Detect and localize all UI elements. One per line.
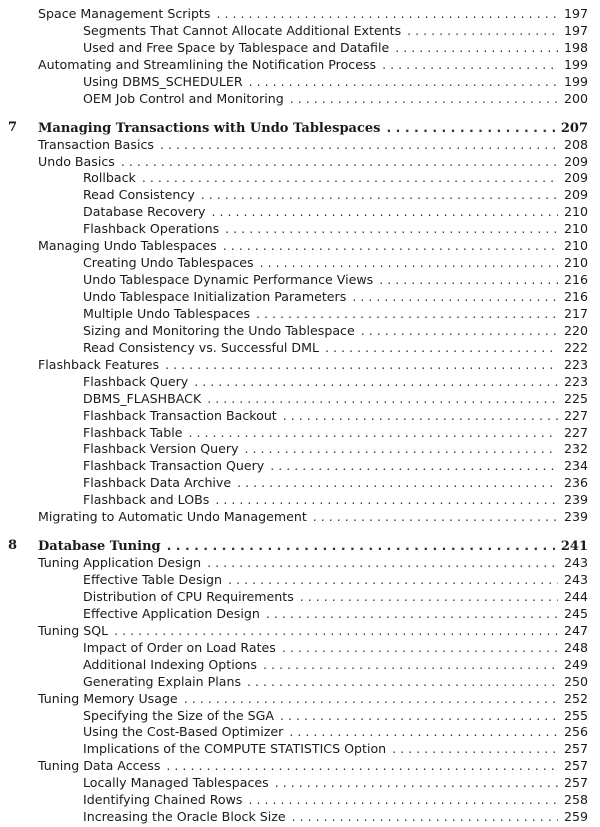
toc-section-row — [0, 154, 600, 171]
toc-entry-title: Implications of the COMPUTE STATISTICS Option — [83, 741, 387, 757]
toc-entry-title: Flashback Version Query — [83, 441, 239, 457]
toc-page-number: 223 — [563, 373, 588, 389]
toc-entry-title: Flashback Transaction Backout — [83, 407, 277, 423]
toc-entry-title: Impact of Order on Load Rates — [83, 639, 276, 655]
toc-subsection-row — [0, 170, 600, 187]
dot-leader — [395, 40, 558, 57]
toc-page-number: 222 — [563, 339, 588, 355]
toc-entry-title: Database Recovery — [83, 204, 206, 220]
toc-entry-title: Effective Application Design — [83, 605, 260, 621]
toc-subsection-row — [0, 40, 600, 57]
toc-chapter-row — [0, 120, 600, 137]
dot-leader — [407, 23, 558, 40]
toc-section-row — [0, 758, 600, 775]
toc-subsection-row — [0, 74, 600, 91]
toc-entry-title: Read Consistency — [83, 187, 195, 203]
toc-entry-title: DBMS_FLASHBACK — [83, 390, 202, 406]
toc-page-number: 210 — [563, 255, 588, 271]
dot-leader — [207, 555, 558, 572]
toc-page-number: 232 — [563, 441, 588, 457]
toc-page-number: 247 — [563, 622, 588, 638]
dot-leader — [260, 255, 558, 272]
toc-entry-title: Creating Undo Tablespaces — [83, 255, 254, 271]
toc-page-number: 209 — [563, 187, 588, 203]
dot-leader — [201, 187, 558, 204]
toc-subsection-row — [0, 340, 600, 357]
toc-entry-title: Managing Transactions with Undo Tablespaces — [38, 120, 381, 136]
toc-entry-title: Distribution of CPU Requirements — [83, 588, 294, 604]
toc-subsection-row — [0, 792, 600, 809]
toc-page-number: 250 — [563, 673, 588, 689]
toc-section-row — [0, 137, 600, 154]
toc-page-number: 217 — [563, 305, 588, 321]
dot-leader — [225, 221, 558, 238]
toc-entry-title: Locally Managed Tablespaces — [83, 775, 269, 791]
toc-page-number: 209 — [563, 170, 588, 186]
dot-leader — [194, 374, 558, 391]
toc-page-number: 198 — [563, 39, 588, 55]
toc-entry-title: Multiple Undo Tablespaces — [83, 305, 251, 321]
dot-leader — [249, 792, 558, 809]
toc-page-number: 258 — [563, 792, 588, 808]
toc-subsection-row — [0, 589, 600, 606]
toc-entry-title: Sizing and Monitoring the Undo Tablespace — [83, 322, 355, 338]
dot-leader — [114, 623, 558, 640]
toc-entry-title: OEM Job Control and Monitoring — [83, 90, 284, 106]
toc-subsection-row — [0, 23, 600, 40]
toc-section-row — [0, 357, 600, 374]
dot-leader — [216, 6, 558, 23]
toc-entry-title: Read Consistency vs. Successful DML — [83, 339, 320, 355]
toc-subsection-row — [0, 391, 600, 408]
toc-section-row — [0, 623, 600, 640]
chapter-number: 7 — [8, 119, 18, 135]
toc-subsection-row — [0, 91, 600, 108]
toc-page-number: 249 — [563, 656, 588, 672]
toc-chapter-row — [0, 538, 600, 555]
toc-entry-title: Undo Tablespace Initialization Parameters — [83, 289, 347, 304]
toc-entry-title: Flashback and LOBs — [83, 492, 210, 508]
toc-page-number: 209 — [563, 153, 588, 169]
toc-subsection-row — [0, 323, 600, 340]
dot-leader — [382, 57, 558, 74]
dot-leader — [289, 724, 558, 741]
toc-page-number: 256 — [563, 724, 588, 740]
toc-page-number: 216 — [563, 289, 588, 304]
toc-subsection-row — [0, 255, 600, 272]
toc-page-number: 244 — [563, 588, 588, 604]
toc-subsection-row — [0, 741, 600, 758]
toc-page-number: 210 — [563, 238, 588, 254]
toc-section-row — [0, 6, 600, 23]
dot-leader — [237, 475, 558, 492]
dot-leader — [247, 674, 558, 691]
toc-subsection-row — [0, 187, 600, 204]
toc-subsection-row — [0, 272, 600, 289]
toc-subsection-row — [0, 408, 600, 425]
toc-subsection-row — [0, 492, 600, 509]
toc-page-number: 243 — [563, 572, 588, 587]
dot-leader — [392, 741, 558, 758]
toc-entry-title: Generating Explain Plans — [83, 673, 242, 689]
toc-entry-title: Effective Table Design — [83, 572, 222, 587]
toc-page-number: 225 — [563, 390, 588, 406]
dot-leader — [207, 391, 558, 408]
toc-subsection-row — [0, 775, 600, 792]
toc-entry-title: Space Management Scripts — [38, 6, 211, 21]
toc-entry-title: Using DBMS_SCHEDULER — [83, 73, 243, 89]
toc-subsection-row — [0, 204, 600, 221]
dot-leader — [275, 775, 558, 792]
toc-subsection-row — [0, 674, 600, 691]
toc-subsection-row — [0, 708, 600, 725]
toc-entry-title: Specifying the Size of the SGA — [83, 707, 275, 723]
dot-leader — [184, 691, 558, 708]
chapter-number: 8 — [8, 538, 18, 554]
toc-section-row — [0, 509, 600, 526]
toc-page-number: 245 — [563, 605, 588, 621]
toc-page-number: 243 — [563, 555, 588, 571]
toc-entry-title: Tuning Data Access — [38, 758, 161, 774]
toc-section-row — [0, 238, 600, 255]
toc-entry-title: Increasing the Oracle Block Size — [83, 809, 286, 825]
dot-leader — [386, 120, 554, 137]
toc-subsection-row — [0, 306, 600, 323]
toc-page-number: 199 — [563, 56, 588, 72]
toc-subsection-row — [0, 289, 600, 306]
toc-page-number: 210 — [563, 204, 588, 220]
toc-page-number: 227 — [563, 424, 588, 440]
dot-leader — [212, 204, 558, 221]
toc-page-number: 257 — [563, 775, 588, 791]
toc-entry-title: Tuning Memory Usage — [38, 690, 178, 706]
toc-section-row — [0, 555, 600, 572]
toc-entry-title: Flashback Table — [83, 424, 183, 440]
toc-entry-title: Flashback Operations — [83, 221, 220, 237]
toc-subsection-row — [0, 809, 600, 826]
dot-leader — [361, 323, 558, 340]
toc-entry-title: Flashback Features — [38, 356, 160, 372]
toc-page-number: 239 — [563, 509, 588, 525]
toc-page-number: 216 — [563, 272, 588, 288]
toc-entry-title: Used and Free Space by Tablespace and Datafile — [83, 39, 390, 55]
toc-page-number: 257 — [563, 758, 588, 774]
toc-page-number: 239 — [563, 492, 588, 508]
toc-subsection-row — [0, 657, 600, 674]
toc-page-number: 248 — [563, 639, 588, 655]
toc-page-number: 210 — [563, 221, 588, 237]
toc-entry-title: Rollback — [83, 170, 136, 186]
toc-entry-title: Additional Indexing Options — [83, 656, 257, 672]
toc-page-number: 197 — [563, 22, 588, 38]
toc-entry-title: Managing Undo Tablespaces — [38, 238, 217, 254]
toc-subsection-row — [0, 425, 600, 442]
dot-leader — [325, 340, 558, 357]
toc-page-number: 234 — [563, 458, 588, 474]
toc-entry-title: Using the Cost-Based Optimizer — [83, 724, 284, 740]
toc-subsection-row — [0, 606, 600, 623]
toc-entry-title: Tuning SQL — [38, 622, 109, 638]
toc-page-number: 207 — [560, 120, 588, 136]
dot-leader — [167, 538, 555, 555]
toc-page-number: 241 — [560, 539, 588, 555]
dot-leader — [270, 458, 558, 475]
dot-leader — [379, 272, 558, 289]
dot-leader — [223, 238, 558, 255]
toc-subsection-row — [0, 572, 600, 589]
toc-entry-title: Segments That Cannot Allocate Additional Extents — [83, 22, 402, 38]
toc-page-number: 223 — [563, 356, 588, 372]
toc-entry-title: Undo Tablespace Dynamic Performance Views — [83, 272, 374, 288]
toc-entry-title: Automating and Streamlining the Notification Process — [38, 56, 377, 72]
toc-page-number: 197 — [563, 6, 588, 21]
dot-leader — [313, 509, 558, 526]
toc-page-number: 199 — [563, 73, 588, 89]
toc-entry-title: Undo Basics — [38, 153, 115, 169]
toc-page-number: 257 — [563, 741, 588, 757]
dot-leader — [215, 492, 558, 509]
toc-page-number: 200 — [563, 90, 588, 106]
dot-leader — [292, 809, 558, 826]
dot-leader — [280, 708, 558, 725]
dot-leader — [266, 606, 558, 623]
toc-page-number: 220 — [563, 322, 588, 338]
dot-leader — [189, 425, 558, 442]
toc-subsection-row — [0, 441, 600, 458]
toc-entry-title: Flashback Transaction Query — [83, 458, 265, 474]
dot-leader — [290, 91, 558, 108]
toc-entry-title: Database Tuning — [38, 539, 161, 555]
toc-subsection-row — [0, 640, 600, 657]
toc-entry-title: Flashback Data Archive — [83, 475, 232, 491]
dot-leader — [300, 589, 558, 606]
toc-page-number: 208 — [563, 136, 588, 152]
dot-leader — [256, 306, 558, 323]
toc-page-number: 252 — [563, 690, 588, 706]
toc-subsection-row — [0, 221, 600, 238]
toc-page-number: 259 — [563, 809, 588, 825]
dot-leader — [142, 170, 558, 187]
toc-page-number: 255 — [563, 707, 588, 723]
dot-leader — [352, 289, 558, 306]
toc-page-number: 236 — [563, 475, 588, 491]
dot-leader — [283, 408, 558, 425]
toc-subsection-row — [0, 724, 600, 741]
dot-leader — [263, 657, 558, 674]
toc-page-number: 227 — [563, 407, 588, 423]
toc-section-row — [0, 691, 600, 708]
toc-subsection-row — [0, 475, 600, 492]
toc-entry-title: Tuning Application Design — [38, 555, 202, 571]
dot-leader — [282, 640, 558, 657]
toc-entry-title: Transaction Basics — [38, 136, 154, 152]
dot-leader — [166, 758, 558, 775]
toc-subsection-row — [0, 458, 600, 475]
toc-entry-title: Migrating to Automatic Undo Management — [38, 509, 307, 525]
toc-entry-title: Identifying Chained Rows — [83, 792, 243, 808]
dot-leader — [245, 441, 558, 458]
dot-leader — [160, 137, 558, 154]
dot-leader — [249, 74, 558, 91]
dot-leader — [121, 154, 558, 171]
dot-leader — [228, 572, 558, 589]
dot-leader — [165, 357, 558, 374]
toc-section-row — [0, 57, 600, 74]
toc-subsection-row — [0, 374, 600, 391]
toc-entry-title: Flashback Query — [83, 373, 189, 389]
